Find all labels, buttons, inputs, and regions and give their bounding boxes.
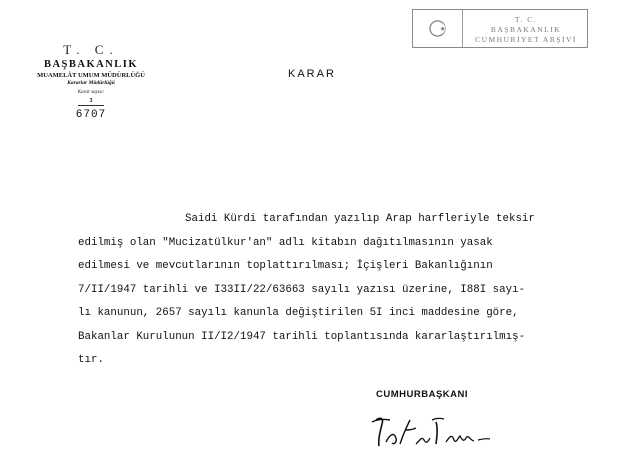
document-number: 6707 xyxy=(75,109,107,121)
body-line-5: lı kanunun, 2657 sayılı kanunla değiştirilen 5I inci maddesine göre, xyxy=(78,307,519,319)
document-heading: KARAR xyxy=(288,68,336,80)
archive-stamp xyxy=(412,9,588,48)
stamp-line-2: BAŞBAKANLIK xyxy=(490,25,562,34)
letterhead-tc: T. C. xyxy=(63,42,119,57)
handwritten-signature xyxy=(370,414,510,452)
letterhead-department: MUAMELÂT UMUM MÜDÜRLÜĞÜ xyxy=(37,72,145,79)
letterhead-office: BAŞBAKANLIK xyxy=(43,59,139,70)
body-line-4: 7/II/1947 tarihli ve I33II/22/63663 sayılı yazısı üzerine, I88I sayı- xyxy=(78,283,526,296)
karar-sayisi-label: Karar sayısı: xyxy=(77,90,105,95)
body-line-2: edilmiş olan "Mucizatülkur'an" adlı kitabın dağıtılmasının yasak xyxy=(78,236,493,249)
stamp-line-1: T. C. xyxy=(514,15,538,24)
stamp-text xyxy=(467,15,585,45)
signatory-title: CUMHURBAŞKANI xyxy=(376,389,468,400)
letterhead-sub-department: Kararlar Müdürlüğü xyxy=(67,80,115,86)
karar-sayisi-value: 3 xyxy=(89,98,93,104)
body-line-6: Bakanlar Kurulunun II/I2/1947 tarihli toplantısında kararlaştırılmış- xyxy=(78,330,526,343)
body-line-3: edilmesi ve mevcutlarının toplattırılması; İçişleri Bakanlığının xyxy=(78,260,493,272)
decision-body xyxy=(78,208,598,373)
body-line-7: tır. xyxy=(78,354,104,366)
stamp-line-3: CUMHURİYET ARŞİVİ xyxy=(475,35,577,44)
body-line-1: Saidi Kürdi tarafından yazılıp Arap harfleriyle teksir xyxy=(185,213,535,225)
crescent-star-icon xyxy=(429,19,448,38)
letterhead-rule xyxy=(78,105,104,106)
letterhead xyxy=(26,42,156,121)
stamp-divider xyxy=(462,10,463,47)
